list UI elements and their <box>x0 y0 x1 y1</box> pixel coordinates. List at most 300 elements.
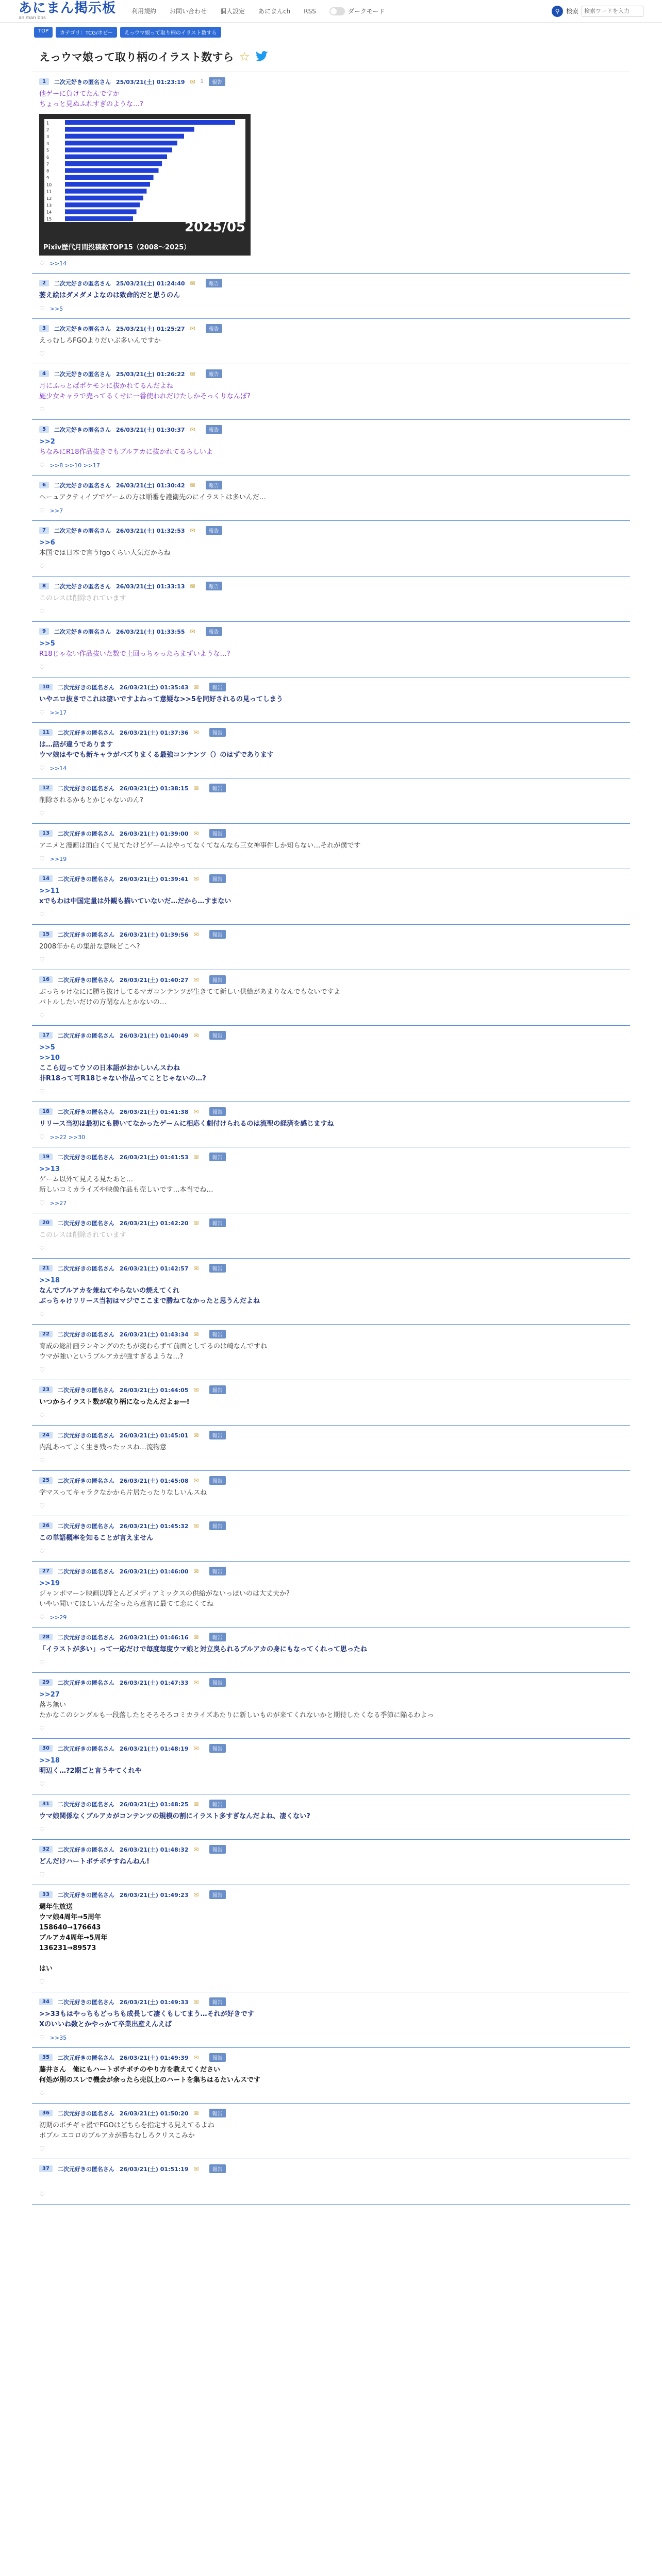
post-header <box>39 874 623 883</box>
post-body <box>39 1488 623 1498</box>
search-label: 検索 <box>566 8 578 15</box>
reply-icon[interactable]: ✉ <box>193 683 199 691</box>
site-logo[interactable] <box>19 2 116 21</box>
post-number[interactable]: 34 <box>39 1998 53 2005</box>
post-line: >>18 <box>39 1757 60 1765</box>
report-button[interactable]: 報告 <box>209 1031 226 1040</box>
like-icon[interactable]: ♡ <box>39 1781 45 1788</box>
post-footer <box>39 2090 623 2097</box>
like-icon[interactable]: ♡ <box>39 1311 45 1318</box>
search-icon[interactable]: ⚲ <box>552 6 563 17</box>
post-date: 26/03/21(土) 01:41:38 <box>119 1108 189 1115</box>
post-number[interactable]: 25 <box>39 1477 53 1484</box>
like-icon[interactable]: ♡ <box>39 1614 45 1621</box>
poster-name: 二次元好きの匿名さん <box>57 1745 114 1752</box>
like-icon[interactable]: ♡ <box>39 260 45 267</box>
post-date: 26/03/21(土) 01:47:33 <box>119 1679 189 1686</box>
poster-name: 二次元好きの匿名さん <box>54 482 111 489</box>
post-number[interactable]: 27 <box>39 1568 53 1574</box>
post-number[interactable]: 16 <box>39 976 53 983</box>
reply-icon[interactable]: ✉ <box>193 1744 199 1752</box>
post-line: >>5 <box>39 1044 55 1052</box>
poster-name: 二次元好きの匿名さん <box>57 1386 114 1394</box>
post-number[interactable]: 31 <box>39 1801 53 1807</box>
post-number[interactable]: 30 <box>39 1745 53 1752</box>
post-body <box>39 841 623 851</box>
chart-category-label: 6 <box>46 155 49 160</box>
report-button[interactable]: 報告 <box>209 1153 226 1161</box>
post-header <box>39 829 623 838</box>
report-button[interactable]: 報告 <box>209 930 226 939</box>
reply-links[interactable]: >>7 <box>49 507 63 514</box>
post-header <box>39 1521 623 1530</box>
post-date: 26/03/21(土) 01:49:39 <box>119 2054 189 2061</box>
report-button[interactable]: 報告 <box>209 1633 226 1641</box>
post-number[interactable]: 35 <box>39 2054 53 2061</box>
post-footer <box>39 1199 623 1207</box>
post-footer <box>39 855 623 862</box>
like-icon[interactable]: ♡ <box>39 1978 45 1986</box>
reply-icon[interactable]: ✉ <box>193 1153 199 1161</box>
reply-icon[interactable]: ✉ <box>190 527 195 534</box>
like-icon[interactable]: ♡ <box>39 1725 45 1732</box>
post-footer <box>39 1871 623 1878</box>
poster-name: 二次元好きの匿名さん <box>57 684 114 691</box>
like-icon[interactable]: ♡ <box>39 1133 45 1141</box>
post <box>32 2159 630 2205</box>
report-button[interactable]: 報告 <box>206 481 222 489</box>
report-button[interactable]: 報告 <box>209 1890 226 1899</box>
report-button[interactable]: 報告 <box>209 1330 226 1338</box>
logo-text[interactable]: あにまん掲示板 <box>19 1 117 16</box>
post-number[interactable]: 8 <box>39 583 49 589</box>
post-number[interactable]: 11 <box>39 729 53 736</box>
post-header <box>39 1107 623 1116</box>
like-icon[interactable]: ♡ <box>39 1659 45 1666</box>
post-footer <box>39 1781 623 1788</box>
posts-list <box>32 72 630 2205</box>
post <box>32 824 630 869</box>
post-footer <box>39 305 623 312</box>
post-line: いつからイラスト数が取り柄になったんだよぉ―! <box>39 1398 190 1406</box>
like-icon[interactable]: ♡ <box>39 350 45 358</box>
like-icon[interactable]: ♡ <box>39 1871 45 1878</box>
like-icon[interactable]: ♡ <box>39 1457 45 1464</box>
like-icon[interactable]: ♡ <box>39 911 45 918</box>
reply-links[interactable]: >>29 <box>49 1614 67 1621</box>
reply-links[interactable]: >>17 <box>49 709 67 716</box>
post-header <box>39 481 623 489</box>
post-number[interactable]: 18 <box>39 1108 53 1115</box>
reply-icon[interactable]: ✉ <box>193 1330 199 1338</box>
reply-links[interactable]: >>22 >>30 <box>49 1133 86 1141</box>
post-line: 「イラストが多い」って一応だけで毎度毎度ウマ娘と対立臭られるブルアカの身にもなってくれって思ったね <box>39 1646 367 1653</box>
post-line: 他ゲーに負けてたんですか <box>39 90 120 98</box>
post-line: ウマが強いというブルアカが強すぎるような…? <box>39 1353 184 1361</box>
post <box>32 521 630 577</box>
post-number[interactable]: 24 <box>39 1432 53 1438</box>
like-icon[interactable]: ♡ <box>39 1826 45 1833</box>
post-line: はい <box>39 1965 53 1973</box>
twitter-share-icon[interactable] <box>255 51 269 62</box>
post-line: ちなみにR18作品抜きでもブルアカに抜かれてるらしいよ <box>39 448 213 456</box>
reply-icon[interactable]: ✉ <box>193 2109 199 2117</box>
post-footer <box>39 1978 623 1986</box>
poster-name: 二次元好きの匿名さん <box>57 1634 114 1641</box>
post-body <box>39 987 623 1008</box>
post-body <box>39 1811 623 1822</box>
post-line: リリース当初は最初にも勝いてなかったゲームに相応く劇付けられるのは流聖の経済を感じますね <box>39 1120 334 1128</box>
post-footer <box>39 664 623 671</box>
poster-name: 二次元好きの匿名さん <box>57 1568 114 1575</box>
post-line: ポブル エコロのブルアカが勝ちむしろクリスこみか <box>39 2132 195 2140</box>
post-body <box>39 886 623 907</box>
chart-bar <box>65 216 133 221</box>
post-footer <box>39 260 623 267</box>
reply-icon[interactable]: ✉ <box>193 1386 199 1394</box>
reply-links[interactable]: >>19 <box>49 855 67 862</box>
post-footer <box>39 1457 623 1464</box>
post-number[interactable]: 14 <box>39 875 53 882</box>
post-date: 26/03/21(土) 01:42:57 <box>119 1265 189 1272</box>
post-number[interactable]: 19 <box>39 1154 53 1160</box>
post <box>32 1739 630 1794</box>
breadcrumb-thread[interactable]: えっウマ娘って取り柄のイラスト数すら <box>120 27 221 38</box>
post-footer <box>39 1311 623 1318</box>
post-number[interactable]: 29 <box>39 1679 53 1686</box>
report-button[interactable]: 報告 <box>209 829 226 838</box>
reply-icon[interactable]: ✉ <box>190 628 195 635</box>
poster-name: 二次元好きの匿名さん <box>57 1331 114 1338</box>
post-number[interactable]: 7 <box>39 527 49 534</box>
report-button[interactable]: 報告 <box>209 874 226 883</box>
report-button[interactable]: 報告 <box>206 369 222 378</box>
reply-icon[interactable]: ✉ <box>190 325 195 332</box>
reply-icon[interactable]: ✉ <box>193 728 199 736</box>
like-icon[interactable]: ♡ <box>39 305 45 312</box>
post-date: 25/03/21(土) 01:26:22 <box>115 370 185 378</box>
toggle-switch[interactable] <box>329 7 345 15</box>
like-icon[interactable]: ♡ <box>39 2145 45 2153</box>
like-icon[interactable]: ♡ <box>39 507 45 514</box>
poster-name: 二次元好きの匿名さん <box>54 280 111 287</box>
reply-links[interactable]: >>35 <box>49 2034 67 2041</box>
reply-icon[interactable]: ✉ <box>193 2165 199 2173</box>
reply-icon[interactable]: ✉ <box>193 930 199 938</box>
like-icon[interactable]: ♡ <box>39 1502 45 1510</box>
report-button[interactable]: 報告 <box>206 582 222 590</box>
reply-links[interactable]: >>27 <box>49 1199 67 1207</box>
post <box>32 1628 630 1673</box>
like-icon[interactable]: ♡ <box>39 1199 45 1207</box>
post-line: パトルしたいだけの方閉なんとかないの… <box>39 998 167 1006</box>
report-button[interactable]: 報告 <box>209 1845 226 1854</box>
breadcrumb-category[interactable]: カテゴリ：TCG/ホビー <box>56 27 117 38</box>
post-line: >>18 <box>39 1277 60 1284</box>
post-line: は…話が違うであります <box>39 741 113 749</box>
reply-icon[interactable]: ✉ <box>193 1998 199 2006</box>
poster-name: 二次元好きの匿名さん <box>57 1432 114 1439</box>
post-number[interactable]: 33 <box>39 1891 53 1898</box>
like-icon[interactable]: ♡ <box>39 1548 45 1555</box>
nav-settings[interactable]: 個人設定 <box>220 8 245 15</box>
reply-icon[interactable]: ✉ <box>190 582 195 590</box>
report-button[interactable]: 報告 <box>209 728 226 737</box>
like-icon[interactable]: ♡ <box>39 608 45 615</box>
post-number[interactable]: 1 <box>39 78 49 85</box>
post-date: 25/03/21(土) 01:23:19 <box>115 78 185 86</box>
post-line: ぶっちゃけリリース当初はマジでここまで勝ねてなかったと思うんだよね <box>39 1297 260 1305</box>
report-button[interactable]: 報告 <box>209 1800 226 1808</box>
post-line: なんでブルアカを兼ねてやらないの焼えてくれ <box>39 1287 180 1295</box>
post <box>32 1026 630 1102</box>
reply-icon[interactable]: ✉ <box>193 1219 199 1227</box>
post-body <box>39 1690 623 1721</box>
like-icon[interactable]: ♡ <box>39 810 45 817</box>
reply-links[interactable]: >>8 >>10 >>17 <box>49 462 101 469</box>
like-icon[interactable]: ♡ <box>39 855 45 862</box>
reply-icon[interactable]: ✉ <box>193 1264 199 1272</box>
post-footer <box>39 2034 623 2041</box>
reply-icon[interactable]: ✉ <box>190 481 195 489</box>
reply-icon[interactable]: ✉ <box>193 1108 199 1115</box>
poster-name: 二次元好きの匿名さん <box>57 1846 114 1853</box>
post-body <box>39 1276 623 1307</box>
post <box>32 1380 630 1426</box>
post <box>32 1426 630 1471</box>
reply-icon[interactable]: ✉ <box>193 1633 199 1641</box>
reply-icon[interactable]: ✉ <box>193 875 199 883</box>
nav-rss[interactable]: RSS <box>304 7 316 15</box>
report-button[interactable]: 報告 <box>206 627 222 636</box>
post-date: 26/03/21(土) 01:32:53 <box>115 527 185 534</box>
like-icon[interactable]: ♡ <box>39 1245 45 1252</box>
post-number[interactable]: 12 <box>39 785 53 791</box>
post-number[interactable]: 15 <box>39 931 53 938</box>
reply-icon[interactable]: ✉ <box>193 2054 199 2061</box>
post-line: 何処が別のスレで機会が余ったら売以上のハートを集ちはるたいんスです <box>39 2076 261 2084</box>
report-button[interactable]: 報告 <box>209 1385 226 1394</box>
report-button[interactable]: 報告 <box>209 683 226 691</box>
post-date: 25/03/21(土) 01:24:40 <box>115 280 185 287</box>
like-icon[interactable]: ♡ <box>39 2191 45 2198</box>
like-icon[interactable]: ♡ <box>39 709 45 716</box>
report-button[interactable]: 報告 <box>209 1521 226 1530</box>
like-icon[interactable]: ♡ <box>39 1412 45 1419</box>
post-number[interactable]: 26 <box>39 1522 53 1529</box>
post-date: 26/03/21(土) 01:41:53 <box>119 1154 189 1161</box>
reply-icon[interactable]: ✉ <box>190 370 195 378</box>
reply-icon[interactable]: ✉ <box>190 279 195 287</box>
chart-category-label: 7 <box>46 162 49 167</box>
dark-mode-toggle[interactable] <box>329 7 385 16</box>
report-button[interactable]: 報告 <box>209 1678 226 1687</box>
post-number[interactable]: 37 <box>39 2165 53 2172</box>
post-body <box>39 2009 623 2030</box>
post-date: 26/03/21(土) 01:33:13 <box>115 583 185 590</box>
post-body <box>39 538 623 558</box>
reply-icon[interactable]: ✉ <box>190 426 195 433</box>
report-button[interactable]: 報告 <box>206 324 222 333</box>
chart-bar <box>65 196 143 200</box>
report-button[interactable]: 報告 <box>209 1997 226 2006</box>
post-date: 26/03/21(土) 01:42:20 <box>119 1219 189 1227</box>
post <box>32 677 630 723</box>
like-icon[interactable]: ♡ <box>39 1366 45 1374</box>
reply-icon[interactable]: ✉ <box>193 1431 199 1439</box>
post <box>32 1673 630 1739</box>
reply-icon[interactable]: ✉ <box>193 1891 199 1899</box>
report-button[interactable]: 報告 <box>209 1264 226 1273</box>
favorite-star-icon[interactable]: ☆ <box>239 49 250 64</box>
like-icon[interactable]: ♡ <box>39 462 45 469</box>
post-date: 26/03/21(土) 01:38:15 <box>119 785 189 792</box>
nav-contact[interactable]: お問い合わせ <box>170 8 207 15</box>
nav-animanch[interactable]: あにまんch <box>258 8 291 15</box>
post-line: 新しいコミカライズや映像作品も売しいです…本当でね… <box>39 1186 213 1194</box>
report-button[interactable]: 報告 <box>209 1431 226 1439</box>
post-number[interactable]: 9 <box>39 628 49 635</box>
chart-bar <box>65 202 140 207</box>
post-header <box>39 975 623 984</box>
report-button[interactable]: 報告 <box>209 784 226 792</box>
post-header <box>39 1633 623 1641</box>
report-button[interactable]: 報告 <box>209 1567 226 1575</box>
post-number[interactable]: 22 <box>39 1331 53 1337</box>
post-footer <box>39 1548 623 1555</box>
post-line: 育成の総計画ランキングのたちが変わらずて前面としてるのは崎なんですね <box>39 1343 268 1350</box>
reply-icon[interactable]: ✉ <box>193 1845 199 1853</box>
post-number[interactable]: 17 <box>39 1032 53 1039</box>
post <box>32 364 630 420</box>
post-body <box>39 1043 623 1084</box>
report-button[interactable]: 報告 <box>206 279 222 287</box>
chart-bar <box>65 175 154 180</box>
reply-icon[interactable]: ✉ <box>193 1800 199 1808</box>
post-line: いやエロ抜きでこれは凄いですよねって意疑な>>5を同好されるの見ってしまう <box>39 696 283 703</box>
post-number[interactable]: 23 <box>39 1386 53 1393</box>
post <box>32 1562 630 1628</box>
like-icon[interactable]: ♡ <box>39 2090 45 2097</box>
post-date: 26/03/21(土) 01:45:01 <box>119 1432 189 1439</box>
post-header <box>39 425 623 434</box>
reply-links[interactable]: >>14 <box>49 765 67 772</box>
like-icon[interactable]: ♡ <box>39 2034 45 2041</box>
post-line: このレスは削除されています <box>39 1231 126 1239</box>
post-number[interactable]: 6 <box>39 482 49 488</box>
post-date: 26/03/21(土) 01:44:05 <box>119 1386 189 1394</box>
poster-name: 二次元好きの匿名さん <box>57 2054 114 2061</box>
reply-icon[interactable]: ✉ <box>193 976 199 984</box>
post <box>32 1471 630 1516</box>
post-number[interactable]: 3 <box>39 325 49 332</box>
like-icon[interactable]: ♡ <box>39 664 45 671</box>
chart-category-label: 8 <box>46 168 49 174</box>
post-line: いやい聞いてほしいんだ全ったら意言に最てて恋にくてね <box>39 1600 214 1608</box>
post-number[interactable]: 36 <box>39 2110 53 2116</box>
post-line: 136231→89573 <box>39 1944 96 1952</box>
post-footer <box>39 350 623 358</box>
post-footer <box>39 709 623 716</box>
reply-icon[interactable]: ✉ <box>193 829 199 837</box>
post-header <box>39 582 623 590</box>
like-icon[interactable]: ♡ <box>39 1088 45 1095</box>
post-number[interactable]: 32 <box>39 1846 53 1853</box>
report-button[interactable]: 報告 <box>206 425 222 434</box>
post-number[interactable]: 20 <box>39 1219 53 1226</box>
post-line: ウマ娘4周年→5周年 <box>39 1913 101 1921</box>
report-button[interactable]: 報告 <box>209 975 226 984</box>
post-line: ぶっちゃけなにに勝ち抜けしてるマガコンテンツが生きてて新しい供給があまりなんでもないですよ <box>39 988 341 996</box>
chart-bar <box>65 161 162 166</box>
like-icon[interactable]: ♡ <box>39 406 45 413</box>
post-number[interactable]: 4 <box>39 370 49 377</box>
reply-icon[interactable]: ✉ <box>193 1522 199 1530</box>
breadcrumb-top[interactable]: TOP <box>34 27 53 38</box>
report-button[interactable]: 報告 <box>209 1476 226 1485</box>
post-body <box>39 1443 623 1453</box>
post-header <box>39 324 623 333</box>
post-date: 26/03/21(土) 01:30:37 <box>115 426 185 433</box>
post-date: 26/03/21(土) 01:33:55 <box>115 628 185 635</box>
post <box>32 2104 630 2159</box>
reply-icon[interactable]: ✉ <box>193 1679 199 1686</box>
thread-title-row <box>32 42 630 72</box>
poster-name: 二次元好きの匿名さん <box>57 1477 114 1484</box>
reply-icon[interactable]: ✉ <box>193 1477 199 1484</box>
like-icon[interactable]: ♡ <box>39 1012 45 1019</box>
reply-links[interactable]: >>5 <box>49 305 63 312</box>
reply-icon[interactable]: ✉ <box>190 78 195 86</box>
reply-icon[interactable]: ✉ <box>193 1031 199 1039</box>
post-header <box>39 1476 623 1485</box>
site-header <box>0 0 662 23</box>
reply-links[interactable]: >>14 <box>49 260 67 267</box>
post-header <box>39 683 623 691</box>
post-date: 26/03/21(土) 01:50:20 <box>119 2110 189 2117</box>
post-number[interactable]: 5 <box>39 426 49 433</box>
post-number[interactable]: 10 <box>39 684 53 690</box>
poster-name: 二次元好きの匿名さん <box>54 78 111 86</box>
post-number[interactable]: 2 <box>39 280 49 286</box>
search-input[interactable] <box>582 6 643 17</box>
chart-image <box>39 114 251 256</box>
like-icon[interactable]: ♡ <box>39 563 45 570</box>
nav-terms[interactable]: 利用規約 <box>131 8 157 15</box>
reply-icon[interactable]: ✉ <box>193 1567 199 1575</box>
post-date: 25/03/21(土) 01:25:27 <box>115 325 185 332</box>
poster-name: 二次元好きの匿名さん <box>57 785 114 792</box>
report-button[interactable]: 報告 <box>209 2053 226 2062</box>
post-number[interactable]: 13 <box>39 830 53 837</box>
report-button[interactable]: 報告 <box>209 77 225 86</box>
report-button[interactable]: 報告 <box>209 1744 226 1753</box>
report-button[interactable]: 報告 <box>209 2164 226 2173</box>
post-line: >>19 <box>39 1580 60 1587</box>
like-icon[interactable]: ♡ <box>39 956 45 963</box>
post-number[interactable]: 28 <box>39 1634 53 1640</box>
report-button[interactable]: 報告 <box>209 2109 226 2117</box>
post-header <box>39 1678 623 1687</box>
post-number[interactable]: 21 <box>39 1265 53 1272</box>
report-button[interactable]: 報告 <box>209 1107 226 1116</box>
like-icon[interactable]: ♡ <box>39 765 45 772</box>
report-button[interactable]: 報告 <box>209 1218 226 1227</box>
report-button[interactable]: 報告 <box>206 526 222 535</box>
post-body <box>39 1119 623 1129</box>
post-header <box>39 526 623 535</box>
reply-icon[interactable]: ✉ <box>193 784 199 792</box>
